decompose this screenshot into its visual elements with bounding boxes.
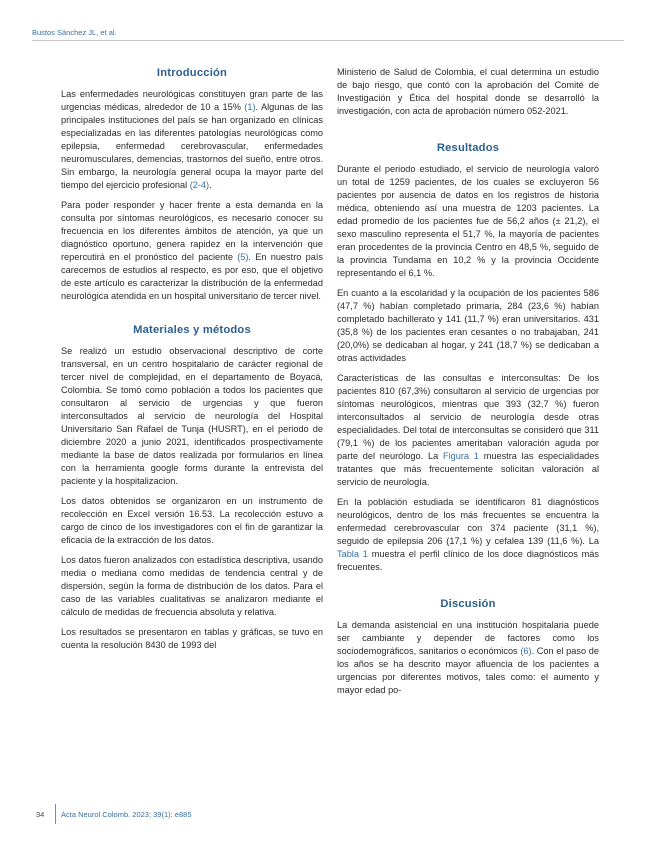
methods-paragraph-2: Los datos obtenidos se organizaron en un instrumento de recolección en Excel versión 16.53. La recolección estuvo a cargo de cinco de los investigadores con el fin de garantizar la eficacia de la extracción de los datos. (61, 496, 323, 545)
section-title-methods: Materiales y métodos (133, 324, 251, 336)
citation-reference[interactable]: Tabla 1 (337, 549, 368, 559)
results-paragraph-4 (337, 496, 599, 574)
text-run: En la población estudiada se identificaron 81 diagnósticos neurológicos, dentro de los más frecuentes se encuentra la enfermedad cerebrovascular con 374 paciente (31,1 %), seguido de epilepsia 206 (17,1 %) y cefalea 139 (11,6 %). La (337, 497, 599, 546)
text-run: muestra el perfil clínico de los doce diagnósticos más frecuentes. (337, 549, 599, 572)
footer-divider (55, 804, 56, 824)
results-paragraph-2: En cuanto a la escolaridad y la ocupación de los pacientes 586 (47,7 %) habían completado primaria, 284 (23,6 %) habían completado bachillerato y 141 (11,7 %) eran universitarios. 431 (35,8 %) de los pacientes eran cesantes o no trabajaban, 241 (20,0%) se dedicaban al hogar, y 241 (18,7 %) se dedicaban a otras actividades (337, 288, 599, 363)
citation-reference[interactable]: Figura 1 (442, 451, 479, 461)
discussion-paragraph-1 (337, 619, 599, 697)
text-run: La demanda asistencial en una institución hospitalaria puede ser cambiante y depender de factores como los sociodemográficos, sanitarios o económicos (337, 620, 599, 656)
citation-reference[interactable]: (5) (237, 252, 249, 262)
citation-reference[interactable]: (2-4) (189, 180, 210, 190)
text-run: . En nuestro país carecemos de estudios al respecto, es por eso, que el objetivo de este artículo es caracterizar la distribución de la enfermedad neurológica atendida en un hospital universitario de tercer nivel. (61, 252, 323, 301)
text-run: Las enfermedades neurológicas constituyen gran parte de las urgencias médicas, alrededor de 10 a 15% (61, 89, 323, 112)
results-paragraph-1: Durante el periodo estudiado, el servicio de neurología valoró un total de 1259 pacientes, de los cuales se excluyeron 56 pacientes por ausencia de datos en los registros de historia médica, obteniendo así una muestra de 1203 pacientes. La edad promedio de los pacientes fue de 56,2 años (± 21,2), el sexo masculino representa el 51,7 %, la mayoría de pacientes eran procedentes de la provincia Centro en 48,5 %, seguido de la provincia Tundama en 10,2 % y la provincia Occidente representando el 6,1 %. (337, 164, 599, 278)
running-header-author: Bustos Sánchez JL, et al. (32, 28, 117, 37)
section-title-discussion: Discusión (440, 598, 496, 610)
page-number: 34 (36, 810, 45, 819)
section-title-results: Resultados (436, 142, 500, 154)
citation-reference[interactable]: (6) (520, 646, 532, 656)
journal-citation: Acta Neurol Colomb. 2023; 39(1): e885 (61, 810, 192, 819)
methods-paragraph-3: Los datos fueron analizados con estadística descriptiva, usando media o mediana como medidas de tendencia central y de dispersión, según la forma de distribución de los datos. Para el caso de las variables cualitativas se analizaron mediante el cálculo de medidas de frecuencia absoluta y relativa. (61, 555, 323, 617)
text-run: . Algunas de las principales instituciones del país se han organizado en clínicas especializadas en las diferentes patologías neurológicas como epilepsia, enfermedad cerebrovascular, enfermedades neuromusculares, demencias, trastornos del sueño, entre otros. Sin embargo, la neurología general ocupa la mayor parte del tiempo del ejercicio profesional (61, 102, 323, 190)
header-divider (32, 40, 624, 41)
intro-paragraph-2 (61, 199, 323, 303)
text-run: Características de las consultas e interconsultas: De los pacientes 810 (67,3%) consultaron al servicio de urgencias por síntomas neurológicos, mientras que 393 (32,7 %) fueron interconsultados al servicio de neurología desde otras especialidades. Del total de interconsultas se consideró que 311 (79,1 %) de los pacientes ameritaban valoración aguda por parte del neurólogo. La (337, 373, 599, 461)
results-paragraph-3 (337, 372, 599, 489)
text-run: . (209, 180, 212, 190)
text-run: Para poder responder y hacer frente a esta demanda en la consulta por síntomas neurológicos, es necesario conocer su frecuencia en los diferentes ámbitos de atención, ya que un diagnóstico oportuno, genera rapidez en la intervención que repercutirá en el pronóstico del paciente (61, 200, 323, 262)
methods-paragraph-4: Los resultados se presentaron en tablas y gráficas, se tuvo en cuenta la resolución 8430 de 1993 del (61, 627, 323, 650)
text-run: . Con el paso de los años se ha descrito mayor afluencia de los pacientes a urgencias por diferentes motivos, tales como: el aumento y mayor edad po- (337, 646, 599, 695)
ethics-paragraph: Ministerio de Salud de Colombia, el cual determina un estudio de bajo riesgo, que contó con la aprobación del Comité de Investigación y Ética del hospital donde se desarrolló la investigación, con acta de aprobación número 052-2021. (337, 67, 599, 116)
section-title-introduction: Introducción (156, 67, 228, 79)
citation-reference[interactable]: (1) (244, 102, 256, 112)
right-column (337, 66, 599, 704)
text-run: muestra las especialidades tratantes que más frecuentemente solicitan valoración al servicio de neurología. (337, 451, 599, 487)
intro-paragraph-1 (61, 88, 323, 192)
left-column (61, 66, 323, 659)
methods-paragraph-1: Se realizó un estudio observacional descriptivo de corte transversal, en un centro hospitalario de carácter regional de tercer nivel de complejidad, en el departamento de Boyacá, Colombia. Se tomó como población a todos los pacientes que consultaron al servicio de urgencias y que fueron interconsultados al servicio de neurología del Hospital Universitario San Rafael de Tunja (HUSRT), en el periodo de diciembre 2020 a junio 2021, identificados prospectivamente mediante la base de datos realizada por formularios en línea con la herramienta google forms durante la entrevista del paciente y la hospitalizacion. (61, 346, 323, 486)
